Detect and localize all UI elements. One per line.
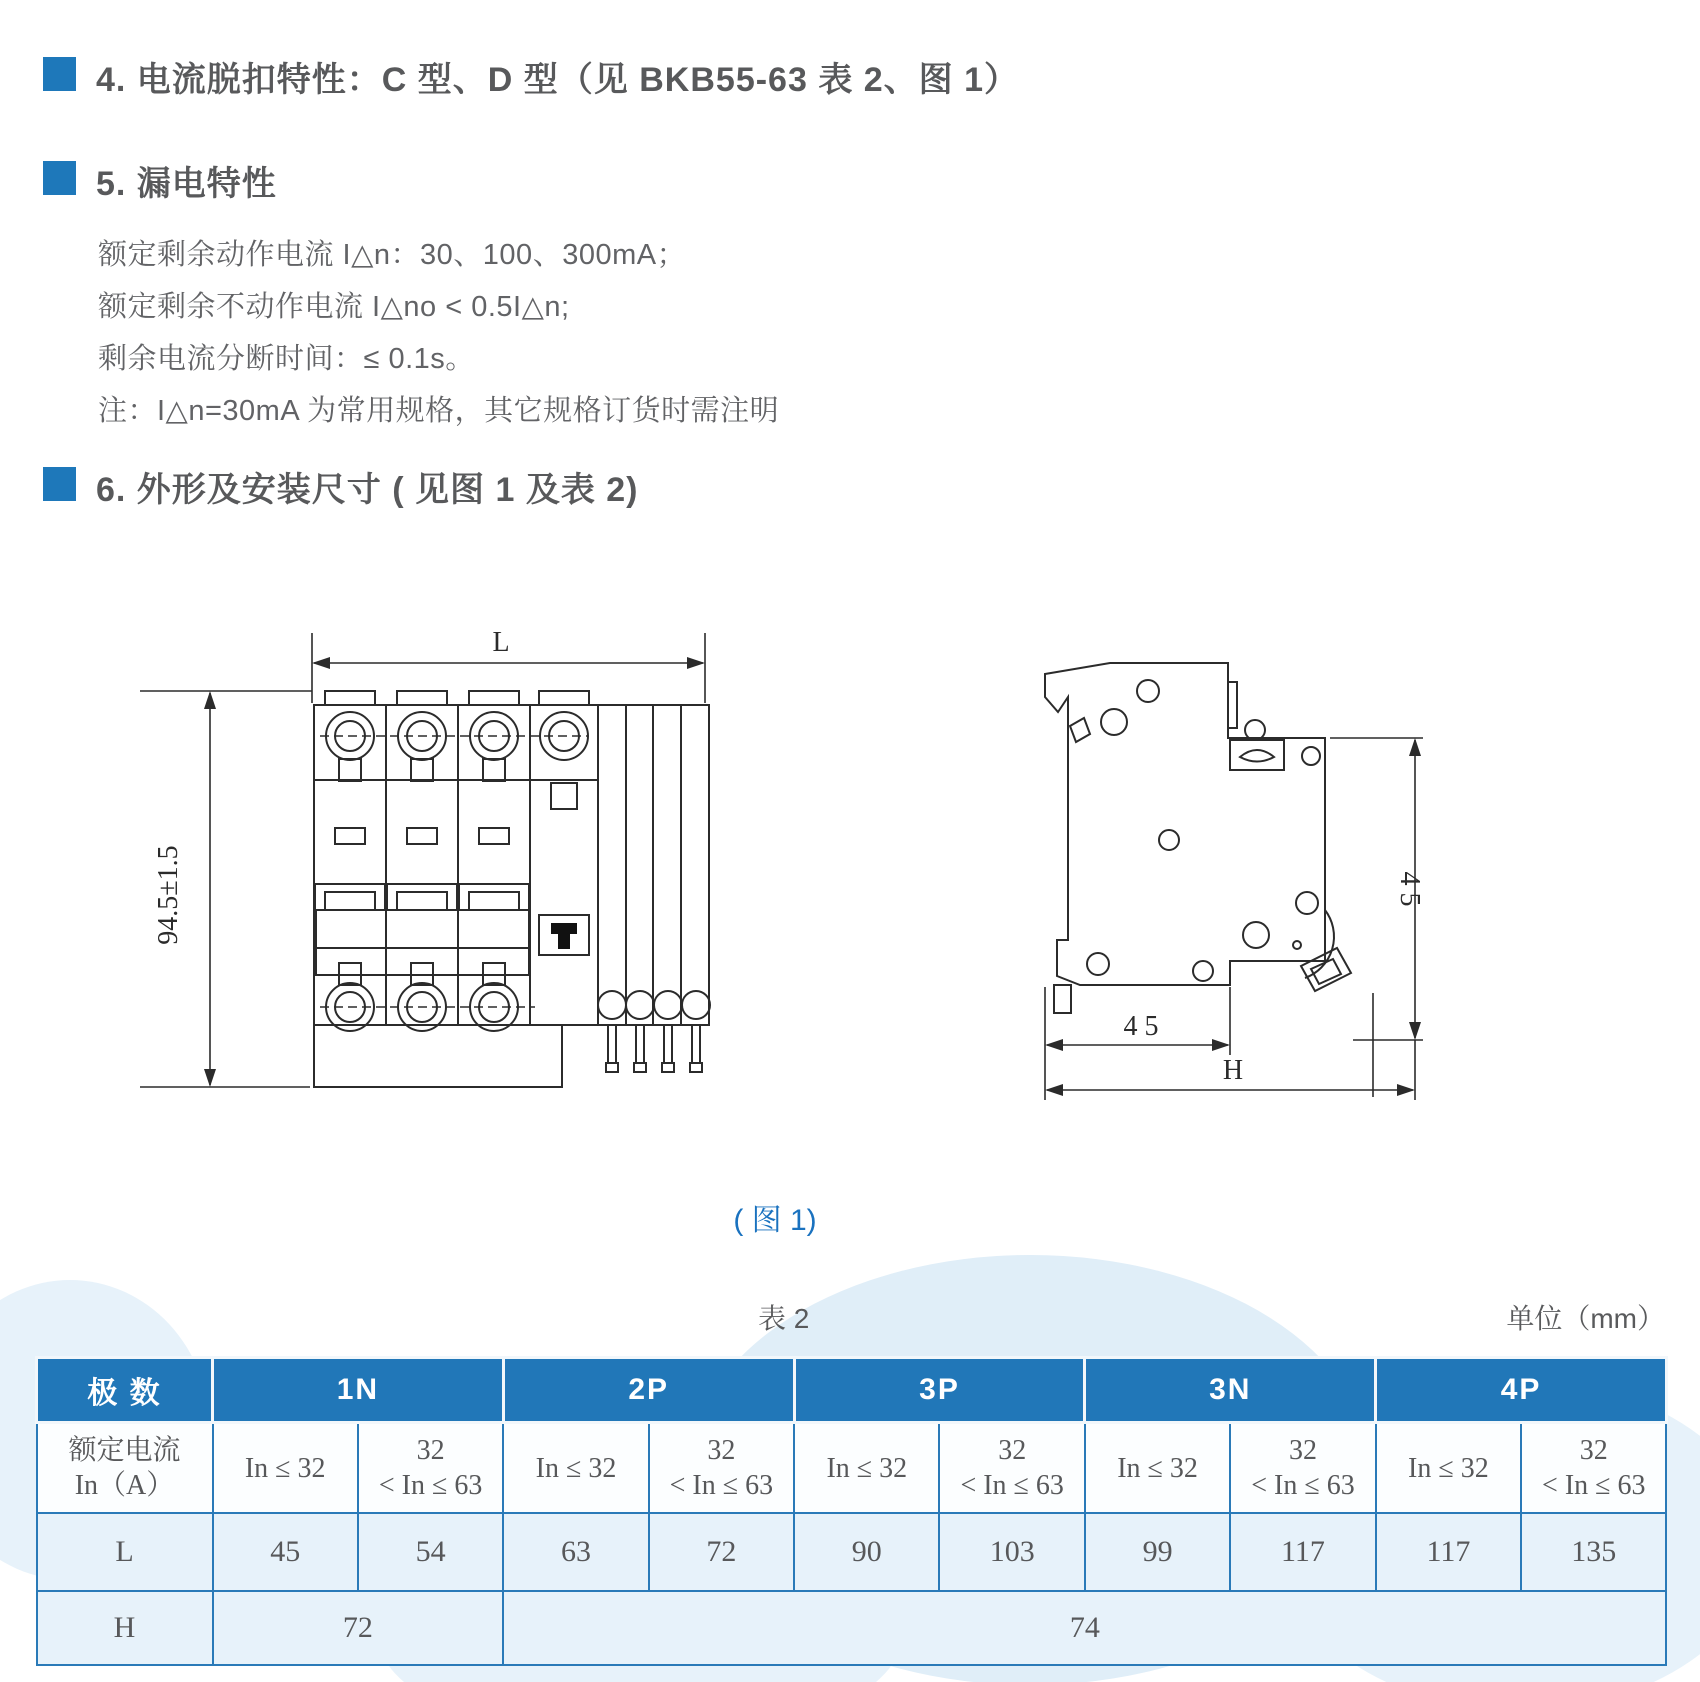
header-poles: 极 数	[37, 1358, 213, 1423]
length-value: 54	[358, 1513, 503, 1591]
length-value: 117	[1230, 1513, 1375, 1591]
range-high-line2: < In ≤ 63	[669, 1470, 774, 1501]
leakage-spec-line: 注：I△n=30mA 为常用规格，其它规格订货时需注明	[98, 395, 780, 427]
length-value: 63	[503, 1513, 648, 1591]
range-high-line1: 32	[1288, 1435, 1317, 1466]
dim-label-L: L	[492, 627, 510, 658]
length-value: 117	[1376, 1513, 1521, 1591]
range-cell	[358, 1423, 503, 1514]
range-cell	[649, 1423, 794, 1514]
leakage-spec-line: 剩余电流分断时间：≤ 0.1s。	[98, 343, 475, 375]
side-view-drawing	[945, 585, 1445, 1125]
leakage-spec-line: 额定剩余不动作电流 I△no < 0.5I△n;	[98, 291, 570, 323]
figure-caption: ( 图 1)	[733, 1204, 817, 1237]
range-high-line2: < In ≤ 63	[1542, 1470, 1646, 1501]
table-header-row	[37, 1358, 1667, 1423]
dim-label-height: 94.5±1.5	[153, 845, 184, 945]
length-value: 99	[1085, 1513, 1230, 1591]
length-value: 72	[649, 1513, 794, 1591]
header-group-3n: 3N	[1085, 1358, 1376, 1423]
leakage-spec-line: 额定剩余动作电流 I△n：30、100、300mA；	[98, 239, 687, 271]
range-cell: In ≤ 32	[1085, 1423, 1230, 1514]
section-bullet-icon	[43, 57, 76, 91]
front-view-drawing	[125, 585, 745, 1097]
header-group-3p: 3P	[794, 1358, 1085, 1423]
height-row-label: H	[37, 1591, 213, 1665]
section5-title: 5. 漏电特性	[96, 165, 277, 203]
height-value: 74	[503, 1591, 1666, 1665]
dim-label-H: H	[1222, 1055, 1244, 1086]
range-cell: In ≤ 32	[794, 1423, 939, 1514]
range-high-line1: 32	[998, 1435, 1027, 1466]
length-value: 45	[213, 1513, 358, 1591]
header-group-4p: 4P	[1376, 1358, 1667, 1423]
dim-label-width: 4 5	[1123, 1011, 1159, 1042]
range-cell	[939, 1423, 1084, 1514]
length-row	[37, 1513, 1667, 1591]
height-value: 72	[213, 1591, 504, 1665]
range-cell	[1230, 1423, 1375, 1514]
range-high-line2: < In ≤ 63	[378, 1470, 483, 1501]
range-cell: In ≤ 32	[213, 1423, 358, 1514]
header-group-1n: 1N	[213, 1358, 504, 1423]
section-bullet-icon	[43, 467, 76, 501]
length-value: 90	[794, 1513, 939, 1591]
height-row	[37, 1591, 1667, 1665]
section4-title: 4. 电流脱扣特性：C 型、D 型（见 BKB55-63 表 2、图 1）	[96, 61, 1020, 99]
rated-current-label-line2: In（A）	[74, 1470, 175, 1501]
header-group-2p: 2P	[503, 1358, 794, 1423]
range-cell	[1521, 1423, 1666, 1514]
table-caption: 表 2	[758, 1303, 810, 1334]
range-high-line1: 32	[416, 1435, 445, 1466]
length-value: 135	[1521, 1513, 1666, 1591]
rated-current-label-line1: 额定电流	[68, 1435, 181, 1466]
section-bullet-icon	[43, 161, 76, 195]
section6-title: 6. 外形及安装尺寸 ( 见图 1 及表 2)	[96, 471, 639, 509]
range-cell: In ≤ 32	[1376, 1423, 1521, 1514]
table-unit-label: 单位（mm）	[1506, 1303, 1665, 1334]
range-high-line1: 32	[1579, 1435, 1608, 1466]
dimension-table	[35, 1356, 1668, 1666]
range-high-line1: 32	[707, 1435, 736, 1466]
rated-current-label	[37, 1423, 213, 1514]
length-row-label: L	[37, 1513, 213, 1591]
dim-label-depth: 4 5	[1394, 871, 1425, 907]
range-cell: In ≤ 32	[503, 1423, 648, 1514]
range-high-line2: < In ≤ 63	[1251, 1470, 1355, 1501]
range-high-line2: < In ≤ 63	[960, 1470, 1064, 1501]
rated-current-row	[37, 1423, 1667, 1514]
length-value: 103	[939, 1513, 1084, 1591]
